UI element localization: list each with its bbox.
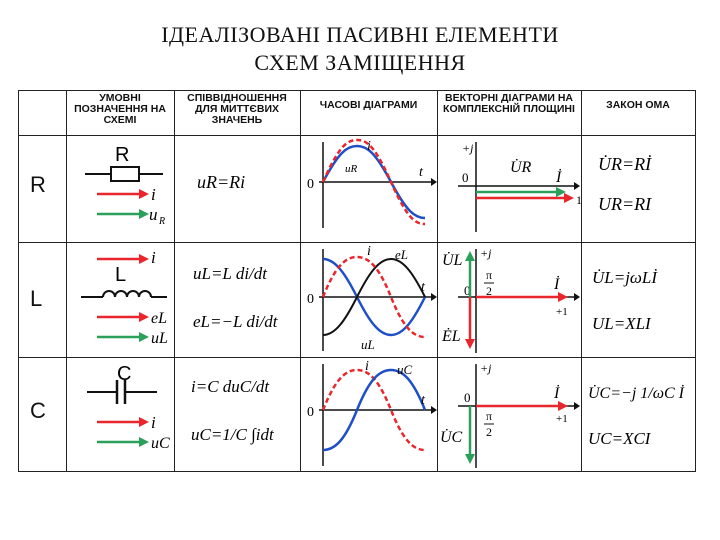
inductor-shape [103,291,151,297]
ohm-l [582,243,695,357]
svg-text:uL: uL [151,330,168,347]
header-vector: ВЕКТОРНІ ДІАГРАМИ НА КОМПЛЕКСНІЙ ПЛОЩИНІ [443,92,575,115]
svg-text:eL=−L di/dt: eL=−L di/dt [193,312,278,331]
svg-text:eL: eL [151,310,167,327]
formula-ur: uR=Ri [197,172,246,192]
svg-text:π: π [486,409,493,423]
svg-text:i=C duC/dt: i=C duC/dt [191,377,270,396]
symbol-l [67,243,174,357]
svg-text:0: 0 [462,170,469,185]
svg-text:i: i [365,359,369,374]
formula-l [175,243,300,357]
symbol-r [67,136,174,242]
svg-text:i: i [151,185,156,204]
svg-text:U̇L=jωLİ: U̇L=jωLİ [592,268,658,287]
formula-r [175,136,300,242]
svg-text:0: 0 [464,390,471,405]
svg-text:+j: +j [462,141,474,155]
header-ohm: ЗАКОН ОМА [606,99,670,111]
svg-text:0: 0 [464,283,471,298]
svg-text:ĖL: ĖL [442,328,461,345]
symbol-c [67,358,174,471]
vector-r [438,136,581,242]
svg-text:+1: +1 [556,413,568,425]
svg-text:u: u [149,205,158,224]
row-label-r: R [30,172,46,197]
svg-text:1: 1 [576,193,582,207]
svg-text:+j: +j [480,246,492,260]
svg-text:2: 2 [486,284,492,298]
svg-text:uC: uC [151,435,170,452]
svg-text:UC=XCI: UC=XCI [588,429,651,448]
svg-text:0: 0 [307,405,314,420]
resistor-shape [111,167,139,181]
svg-text:uL: uL [361,337,375,352]
svg-text:i: i [151,413,156,432]
svg-text:t: t [421,280,425,295]
svg-text:i: i [367,139,371,154]
svg-text:uC: uC [397,362,413,377]
formula-c [175,358,300,471]
svg-text:U̇L: U̇L [442,252,463,269]
svg-text:L: L [115,264,127,286]
svg-text:UR=RI: UR=RI [598,194,652,214]
header-timing: ЧАСОВІ ДІАГРАМИ [319,99,418,111]
row-label-c: C [30,398,46,423]
vector-l [438,243,581,357]
svg-text:+j: +j [480,361,492,375]
svg-text:π: π [486,268,493,282]
svg-text:İ: İ [554,385,560,402]
symbol-r-label: R [115,144,130,166]
svg-text:UL=XLI: UL=XLI [592,314,651,333]
svg-text:U̇R=Rİ: U̇R=Rİ [598,154,652,174]
svg-text:eL: eL [395,247,408,262]
svg-text:uR: uR [345,163,358,175]
page-title-line2: СХЕМ ЗАМІЩЕННЯ [254,50,466,75]
timing-c [301,358,437,471]
timing-l [301,243,437,357]
ohm-r [582,136,695,242]
svg-text:uC=1/C ∫idt: uC=1/C ∫idt [191,425,274,444]
page-title-line1: ІДЕАЛІЗОВАНІ ПАСИВНІ ЕЛЕМЕНТИ [161,22,559,47]
svg-text:0: 0 [307,177,314,192]
svg-text:U̇C: U̇C [440,429,463,446]
svg-text:uL=L di/dt: uL=L di/dt [193,264,267,283]
svg-text:0: 0 [307,292,314,307]
svg-text:C: C [117,363,132,385]
svg-text:+1: +1 [556,306,568,318]
vector-c [438,358,581,471]
ohm-c [582,358,695,471]
svg-text:2: 2 [486,425,492,439]
svg-text:İ: İ [554,276,560,293]
svg-text:i: i [151,248,156,267]
svg-text:İ: İ [556,169,562,186]
header-instant: СПІВВІДНОШЕННЯ ДЛЯ МИТТЄВИХ ЗНАЧЕНЬ [187,92,287,126]
row-label-l: L [30,286,43,311]
svg-text:U̇R: U̇R [510,159,532,176]
svg-text:t: t [421,393,425,408]
svg-text:t: t [419,165,423,180]
header-symbols: УМОВНІ ПОЗНАЧЕННЯ НА СХЕМІ [74,92,166,126]
svg-text:i: i [367,244,371,259]
elements-table [18,90,696,472]
timing-r [301,136,437,242]
svg-text:U̇C=−j 1/ωC İ: U̇C=−j 1/ωC İ [588,385,685,402]
svg-text:R: R [159,216,166,227]
